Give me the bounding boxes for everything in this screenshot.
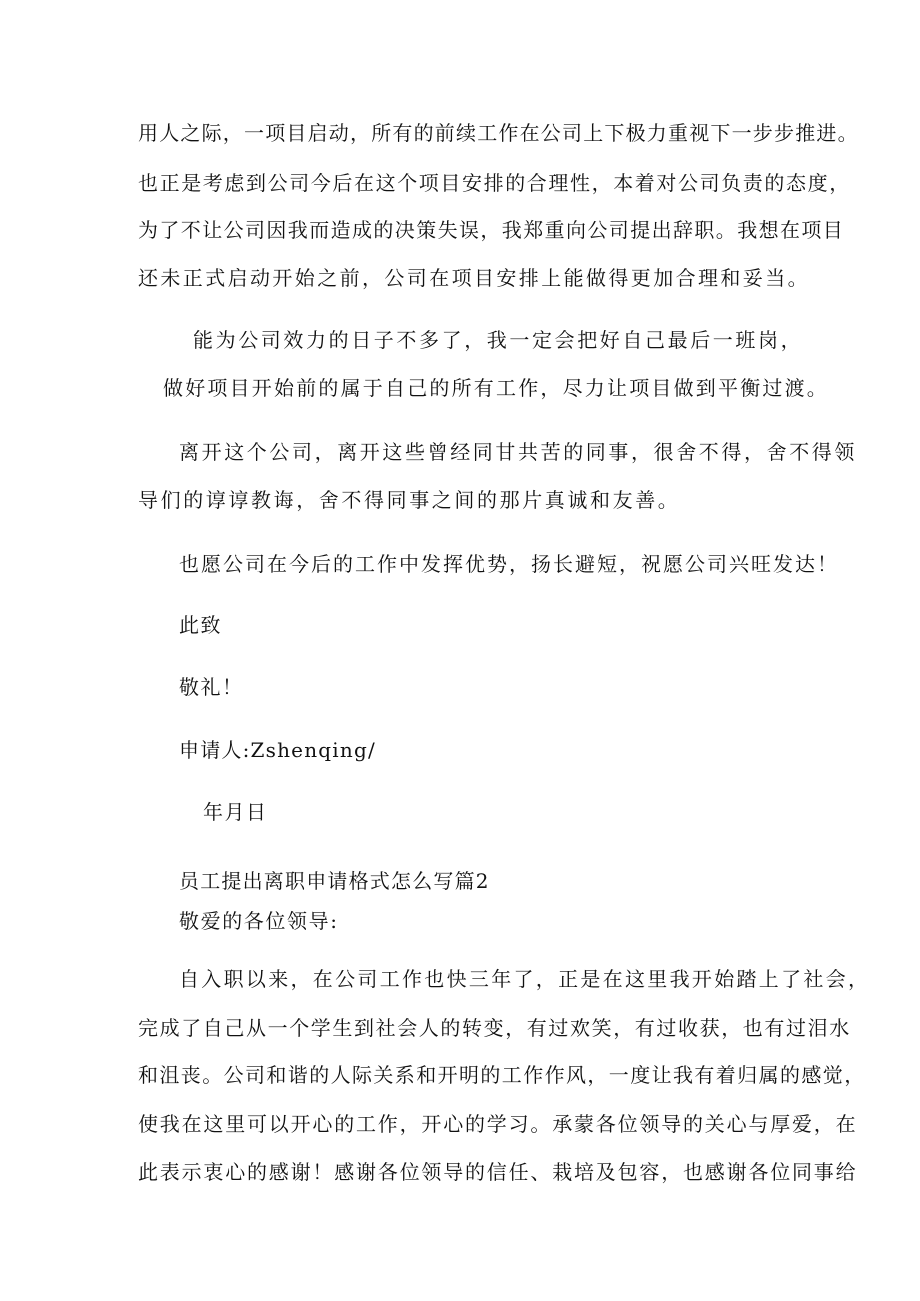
paragraph-2-line-1: 能为公司效力的日子不多了，我一定会把好自己最后一班岗， bbox=[193, 328, 804, 352]
paragraph-1-line-2: 也正是考虑到公司今后在这个项目安排的合理性，本着对公司负责的态度， bbox=[138, 171, 851, 195]
closing-cizhi: 此致 bbox=[179, 613, 222, 637]
paragraph-1-line-3: 为了不让公司因我而造成的决策失误，我郑重向公司提出辞职。我想在项目 bbox=[138, 218, 845, 242]
paragraph-5-line-5: 此表示衷心的感谢！感谢各位领导的信任、栽培及包容，也感谢各位同事给 bbox=[138, 1160, 858, 1184]
paragraph-1-line-1: 用人之际，一项目启动，所有的前续工作在公司上下极力重视下一步步推进。 bbox=[138, 121, 859, 145]
paragraph-1-line-4: 还未正式启动开始之前，公司在项目安排上能做得更加合理和妥当。 bbox=[138, 266, 810, 290]
paragraph-5-line-3: 和沮丧。公司和谐的人际关系和开明的工作作风，一度让我有着归属的感觉， bbox=[138, 1063, 866, 1087]
applicant-line: 申请人:Zshenqing/ bbox=[179, 738, 376, 762]
paragraph-4: 也愿公司在今后的工作中发挥优势，扬长避短，祝愿公司兴旺发达！ bbox=[179, 552, 839, 576]
paragraph-5-line-2: 完成了自己从一个学生到社会人的转变，有过欢笑，有过收获，也有过泪水 bbox=[138, 1016, 851, 1040]
paragraph-5-line-1: 自入职以来，在公司工作也快三年了，正是在这里我开始踏上了社会， bbox=[179, 967, 871, 991]
date-line: 年月日 bbox=[203, 800, 268, 824]
closing-jingli: 敬礼！ bbox=[179, 675, 244, 699]
paragraph-3-line-2: 导们的谆谆教诲，舍不得同事之间的那片真诚和友善。 bbox=[138, 488, 681, 512]
paragraph-3-line-1: 离开这个公司，离开这些曾经同甘共苦的同事，很舍不得，舍不得领 bbox=[179, 440, 857, 464]
paragraph-2-line-2: 做好项目开始前的属于自己的所有工作，尽力让项目做到平衡过渡。 bbox=[163, 376, 829, 400]
paragraph-5-line-4: 使我在这里可以开心的工作，开心的学习。承蒙各位领导的关心与厚爱，在 bbox=[138, 1112, 858, 1136]
salutation: 敬爱的各位领导: bbox=[179, 909, 339, 933]
section-title: 员工提出离职申请格式怎么写篇2 bbox=[179, 869, 490, 893]
